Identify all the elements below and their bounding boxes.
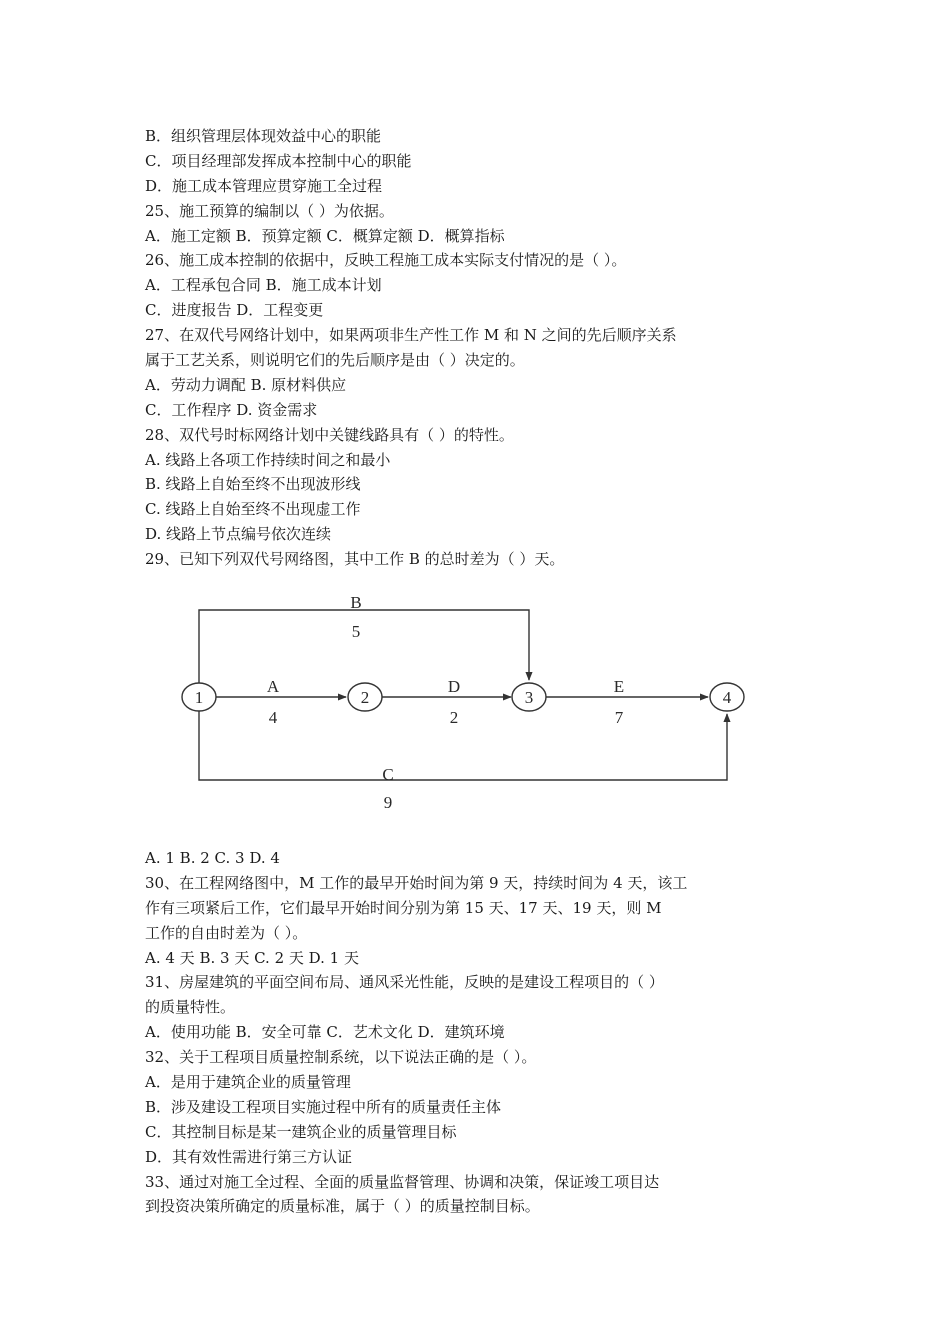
node-label: 2	[360, 688, 370, 707]
text-line: D．其有效性需进行第三方认证	[145, 1147, 353, 1166]
text-line: 32、关于工程项目质量控制系统，以下说法正确的是（ ）。	[145, 1048, 537, 1067]
activity-label-c: C	[382, 765, 394, 784]
node-2	[348, 683, 382, 711]
text-line: A．施工定额 B．预算定额 C．概算定额 D．概算指标	[145, 226, 505, 245]
activity-label-d: D	[447, 677, 461, 696]
node-4	[710, 683, 744, 711]
text-line: B. 线路上自始至终不出现波形线	[145, 475, 361, 494]
text-line: A. 线路上各项工作持续时间之和最小	[145, 450, 391, 469]
text-line: D．施工成本管理应贯穿施工全过程	[145, 176, 383, 195]
text-line: C．进度报告 D．工程变更	[145, 301, 324, 320]
activity-label-b: B	[350, 593, 362, 612]
duration-label-c: 9	[383, 793, 393, 812]
text-line: 26、施工成本控制的依据中，反映工程施工成本实际支付情况的是（ ）。	[145, 251, 627, 270]
text-line: B．涉及建设工程项目实施过程中所有的质量责任主体	[145, 1097, 502, 1116]
text-line: A．劳动力调配 B. 原材料供应	[145, 375, 347, 394]
text-line: 作有三项紧后工作，它们最早开始时间分别为第 15 天、17 天、19 天，则 M	[145, 898, 662, 917]
node-label: 3	[524, 688, 534, 707]
text-line: 属于工艺关系，则说明它们的先后顺序是由（ ）决定的。	[145, 351, 525, 370]
text-line: A．使用功能 B．安全可靠 C．艺术文化 D．建筑环境	[145, 1023, 505, 1042]
text-line: C．工作程序 D. 资金需求	[145, 400, 318, 419]
text-line: C. 线路上自始至终不出现虚工作	[145, 500, 361, 519]
text-line: 29、已知下列双代号网络图，其中工作 B 的总时差为（ ）天。	[145, 550, 565, 569]
duration-label-a: 4	[268, 708, 278, 727]
text-line: D. 线路上节点编号依次连续	[145, 525, 332, 544]
text-line: C．项目经理部发挥成本控制中心的职能	[145, 151, 412, 170]
activity-label-a: A	[266, 677, 280, 696]
text-line: 31、房屋建筑的平面空间布局、通风采光性能，反映的是建设工程项目的（ ）	[145, 973, 664, 992]
text-line: 33、通过对施工全过程、全面的质量监督管理、协调和决策，保证竣工项目达	[145, 1172, 660, 1191]
text-line: 的质量特性。	[145, 998, 236, 1017]
activity-label-e: E	[613, 677, 625, 696]
node-label: 1	[194, 688, 204, 707]
node-3	[512, 683, 546, 711]
question-text-bottom	[145, 846, 765, 1219]
node-label: 4	[722, 688, 732, 707]
text-line: C．其控制目标是某一建筑企业的质量管理目标	[145, 1122, 457, 1141]
duration-label-b: 5	[351, 622, 361, 641]
text-line: A．工程承包合同 B．施工成本计划	[145, 276, 382, 295]
duration-label-e: 7	[614, 708, 624, 727]
text-line: 工作的自由时差为（ ）。	[145, 923, 308, 942]
text-line: 30、在工程网络图中，M 工作的最早开始时间为第 9 天，持续时间为 4 天，该工	[145, 873, 688, 892]
text-line: A. 1 B. 2 C. 3 D. 4	[145, 849, 280, 867]
activity-arrow-c	[199, 697, 727, 780]
text-line: 28、双代号时标网络计划中关键线路具有（ ）的特性。	[145, 425, 514, 444]
node-1	[182, 683, 216, 711]
text-line: 27、在双代号网络计划中，如果两项非生产性工作 M 和 N 之间的先后顺序关系	[145, 326, 677, 345]
duration-label-d: 2	[449, 708, 459, 727]
text-line: 到投资决策所确定的质量标准，属于（ ）的质量控制目标。	[145, 1197, 540, 1216]
text-line: A. 4 天 B. 3 天 C. 2 天 D. 1 天	[145, 948, 359, 967]
question-text-top	[145, 124, 765, 572]
text-line: 25、施工预算的编制以（ ）为依据。	[145, 201, 394, 220]
network-diagram	[170, 585, 770, 825]
text-line: B．组织管理层体现效益中心的职能	[145, 127, 382, 145]
text-line: A．是用于建筑企业的质量管理	[145, 1073, 351, 1092]
